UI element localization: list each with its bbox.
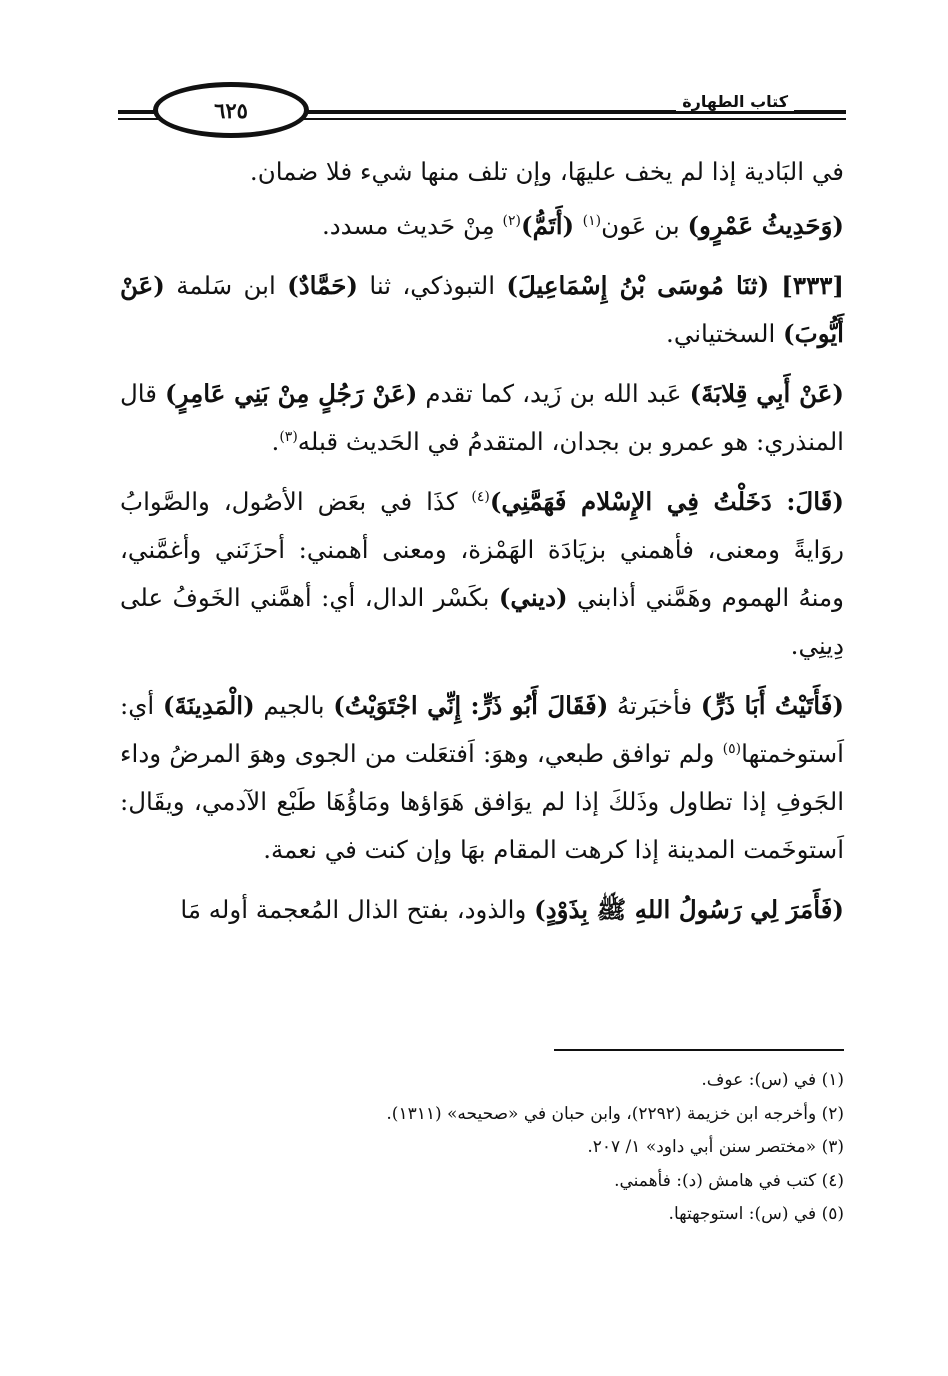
footnote-3: (٣) «مختصر سنن أبي داود» ١/ ٢٠٧. [587,1137,844,1157]
page-number-oval [153,82,309,138]
text-p2-d: مِنْ حَديث مسدد. [321,211,503,240]
text-p3-c: (حَمَّادٌ) [287,271,359,300]
footnote-5: (٥) في (س): استوجهتها. [668,1204,844,1224]
paragraph-6 [120,682,844,874]
paragraph-3 [120,262,844,358]
text-p5-b: كذَا في بعَض الأصُول، والصَّوابُ روَايةً ومعنى، فأهمني بزيَادَة الهَمْزة، ومعنى أهمني: أحزَنَني وأغمَّني، ومنهُ الهموم وهَمَّني أذابني [120,487,844,612]
text-p4-d: قال المنذري: هو عمرو بن بجدان، المتقدمُ في الحَديث قبله [120,379,844,456]
text-p4-b: عَبد الله بن زَيد، كما تقدم [417,379,690,408]
footnotes [124,1064,844,1232]
text-p5-a: (قَالَ: دَخَلْتُ فِي الإِسْلام فَهَمَّنِي) [489,487,844,516]
text-p3-a: [٣٣٣] (ثنَا مُوسَى بْنُ إِسْمَاعِيلَ) [506,271,844,300]
text-p1: في البَادية إذا لم يخف عليهَا، وإن تلف منها شيء فلا ضمان. [249,157,844,186]
footnote-separator [554,1049,844,1051]
text-p4-c: (عَنْ رَجُلٍ مِنْ بَنِي عَامِرٍ) [165,379,418,408]
footnote-1: (١) في (س): عوف. [701,1070,844,1090]
paragraph-2 [120,202,844,250]
text-p6-b: فأخبَرتهُ [608,691,701,720]
paragraph-7 [120,886,844,934]
footnote-ref-5: (٥) [722,740,742,757]
text-p3-d: ابن سَلمة [164,271,288,300]
text-p6-g: ولم توافق طبعي، وهوَ: اَفتعَلت من الجوى وهوَ المرضُ وداء الجَوفِ إذا تطاول وذَلكَ إذا لم يوَافق هَوَاؤها ومَاؤُهَا طَبْع الآدمي، ويقَال: اَستوخَمت المدينة إذا كرهت المقام بهَا وإن كنت في نعمة. [120,739,844,864]
text-p4-e: . [271,427,280,456]
footnote-ref-3: (٣) [279,428,298,445]
footnote-ref-4: (٤) [471,488,490,505]
text-p3-b: التبوذكي، ثنا [358,271,507,300]
footnote-ref-2: (٢) [502,212,521,229]
book-title: كتاب الطهارة [676,92,794,111]
text-p5-c: (ديني) [498,583,568,612]
text-p6-e: (الْمَدِينَةَ) [162,691,255,720]
text-p6-a: (فَأَتَيْتُ أَبَا ذَرٍّ) [700,691,844,720]
text-p7-a: (فَأَمَرَ لِي رَسُولُ اللهِ ﷺ بِذَوْدٍ) [534,895,844,924]
text-p3-f: السختياني. [666,319,784,348]
footnote-4: (٤) كتب في هامش (د): فأهمني. [614,1170,844,1191]
text-p2-a: (وَحَدِيثُ عَمْرٍو) [687,211,844,240]
text-p2-c: (أَتَمُّ) [521,211,583,240]
paragraph-1 [120,148,844,196]
page-header [118,82,846,146]
paragraph-4 [120,370,844,466]
text-p6-f: أي: اَستوخمتها [120,691,844,768]
footnote-ref-1: (١) [582,212,602,229]
paragraph-5 [120,478,844,670]
main-text [120,148,844,946]
text-p6-d: بالجيم [254,691,334,720]
footnote-2: (٢) وأخرجه ابن خزيمة (٢٢٩٢)، وابن حبان في «صحيحه» (١٣١١). [386,1103,844,1124]
text-p4-a: (عَنْ أَبِي قِلابَةَ) [689,379,845,408]
page-number: ٦٢٥ [214,97,248,123]
text-p5-d: بكَسْر الدال، أي: أهمَّني الخَوفُ على دِينِي. [120,583,844,660]
text-p2-b: بن عَون [601,211,688,240]
text-p6-c: (فَقَالَ أَبُو ذَرٍّ: إِنِّي اجْتَوَيْتُ) [333,691,609,720]
text-p3-e: (عَنْ أَيُّوبَ) [120,271,844,348]
text-p7-b: والذود، بفتح الذال المُعجمة أوله مَا [180,895,535,924]
